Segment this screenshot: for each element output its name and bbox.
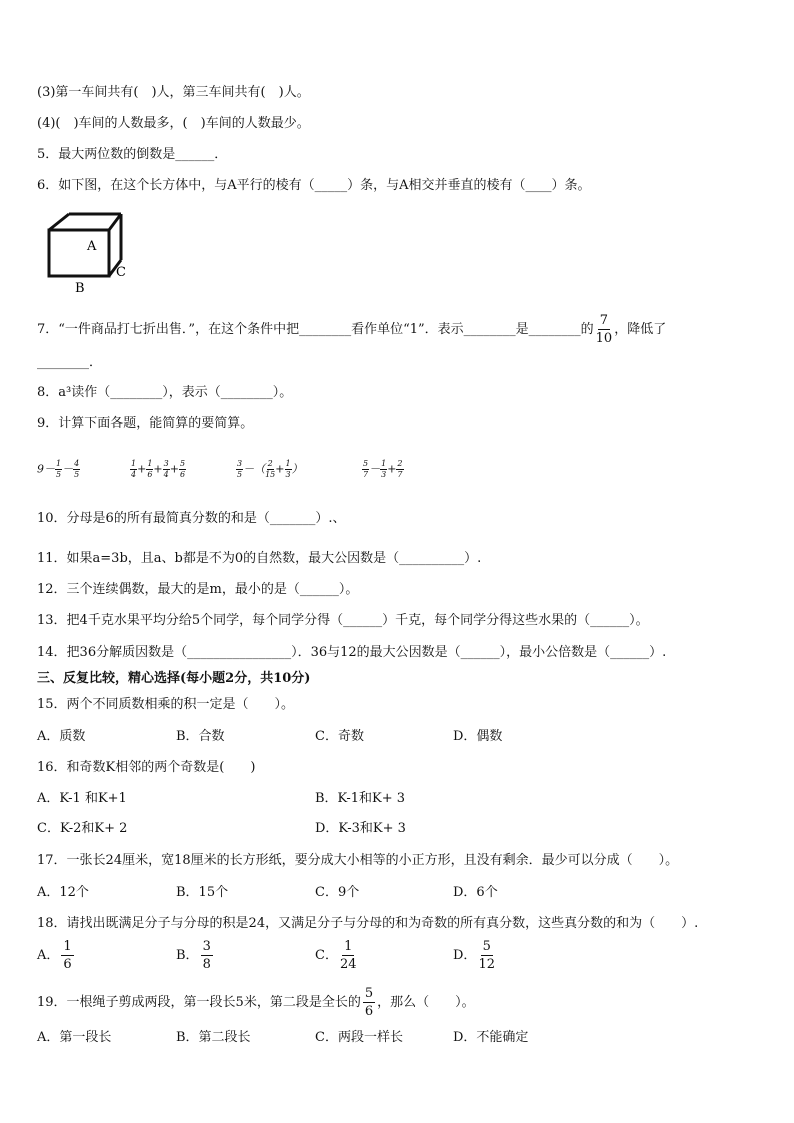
q17-option-d[interactable]: D．6个 xyxy=(453,885,498,900)
q9-expression-1: 9－ $\frac{1}{5}$ － $\frac{4}{5}$ xyxy=(37,459,80,479)
question-7-continued: ________． xyxy=(37,355,103,370)
q16-option-d[interactable]: D．K-3和K+ 3 xyxy=(315,821,406,836)
q9-expression-3: $\frac{3}{5}$ －（ $\frac{2}{15}$ + $\frac{1}{3}$ ） xyxy=(237,459,303,479)
cube-label-a: A xyxy=(87,239,97,254)
q7-fraction: $\frac{7}{10}$ xyxy=(595,313,613,346)
question-14: 14．把36分解质因数是（________________）．36与12的最大公因数是（______），最小公倍数是（______）. xyxy=(37,645,667,660)
question-17: 17．一张长24厘米，宽18厘米的长方形纸，要分成大小相等的小正方形，且没有剩余．最少可以分成（ ）。 xyxy=(37,853,679,868)
cube-label-b: B xyxy=(75,281,85,296)
cuboid-figure xyxy=(44,210,144,300)
q4-part4: (4)( )车间的人数最多，( )车间的人数最少。 xyxy=(37,116,310,131)
question-15: 15．两个不同质数相乘的积一定是（ ）。 xyxy=(37,697,295,712)
q16-option-c[interactable]: C．K-2和K+ 2 xyxy=(37,821,128,836)
q15-option-d[interactable]: D．偶数 xyxy=(453,729,503,744)
question-7: 7．“一件商品打七折出售．”，在这个条件中把________看作单位“1”．表示________是________的 $\frac{7}{10}$ ，降低了 xyxy=(37,313,667,346)
q18-option-b[interactable]: B． $\frac{3}{8}$ xyxy=(176,939,211,972)
q15-option-c[interactable]: C．奇数 xyxy=(315,729,364,744)
q18-option-c[interactable]: C． $\frac{1}{24}$ xyxy=(315,939,357,972)
q9-expression-4: $\frac{5}{7}$ － $\frac{1}{3}$ + $\frac{2}{7}$ xyxy=(363,459,403,479)
question-8: 8．a³读作（________），表示（________）。 xyxy=(37,385,293,400)
q15-option-b[interactable]: B．合数 xyxy=(176,729,225,744)
q19-option-b[interactable]: B．第二段长 xyxy=(176,1030,251,1045)
question-19: 19．一根绳子剪成两段，第一段长5米，第二段是全长的 $\frac{5}{6}$ ，那么（ ）。 xyxy=(37,986,475,1019)
q17-option-a[interactable]: A．12个 xyxy=(37,885,89,900)
question-5: 5．最大两位数的倒数是______． xyxy=(37,147,228,162)
q19-option-a[interactable]: A．第一段长 xyxy=(37,1030,112,1045)
q19-fraction: $\frac{5}{6}$ xyxy=(364,986,374,1019)
q18-option-d[interactable]: D． $\frac{5}{12}$ xyxy=(453,939,495,972)
section-3-heading: 三、反复比较，精心选择(每小题2分，共10分) xyxy=(37,671,311,686)
question-16: 16．和奇数K相邻的两个奇数是( ) xyxy=(37,760,256,775)
question-6: 6．如下图，在这个长方体中，与A平行的棱有（_____）条，与A相交并垂直的棱有（____）条。 xyxy=(37,178,591,193)
question-11: 11．如果a=3b，且a、b都是不为0的自然数，最大公因数是（__________）. xyxy=(37,551,482,566)
question-9: 9．计算下面各题，能简算的要简算。 xyxy=(37,416,254,431)
question-10: 10．分母是6的所有最简真分数的和是（_______）.、 xyxy=(37,511,346,526)
question-18: 18．请找出既满足分子与分母的积是24，又满足分子与分母的和为奇数的所有真分数，这些真分数的和为（ ）. xyxy=(37,916,699,931)
q16-option-b[interactable]: B．K-1和K+ 3 xyxy=(315,791,405,806)
q18-option-a[interactable]: A． $\frac{1}{6}$ xyxy=(37,939,72,972)
question-13: 13．把4千克水果平均分给5个同学，每个同学分得（______）千克，每个同学分得这些水果的（______）。 xyxy=(37,613,649,628)
q9-expression-2: $\frac{1}{4}$ + $\frac{1}{6}$ + $\frac{3}{4}$ + $\frac{5}{6}$ xyxy=(131,459,186,479)
q15-option-a[interactable]: A．质数 xyxy=(37,729,86,744)
cube-label-c: C xyxy=(116,265,126,280)
q16-option-a[interactable]: A．K-1 和K+1 xyxy=(37,791,127,806)
q4-part3: (3)第一车间共有( )人，第三车间共有( )人。 xyxy=(37,85,310,100)
question-12: 12．三个连续偶数，最大的是m，最小的是（______）。 xyxy=(37,582,359,597)
q17-option-c[interactable]: C．9个 xyxy=(315,885,360,900)
q19-option-c[interactable]: C．两段一样长 xyxy=(315,1030,403,1045)
q19-option-d[interactable]: D．不能确定 xyxy=(453,1030,529,1045)
q17-option-b[interactable]: B．15个 xyxy=(176,885,229,900)
